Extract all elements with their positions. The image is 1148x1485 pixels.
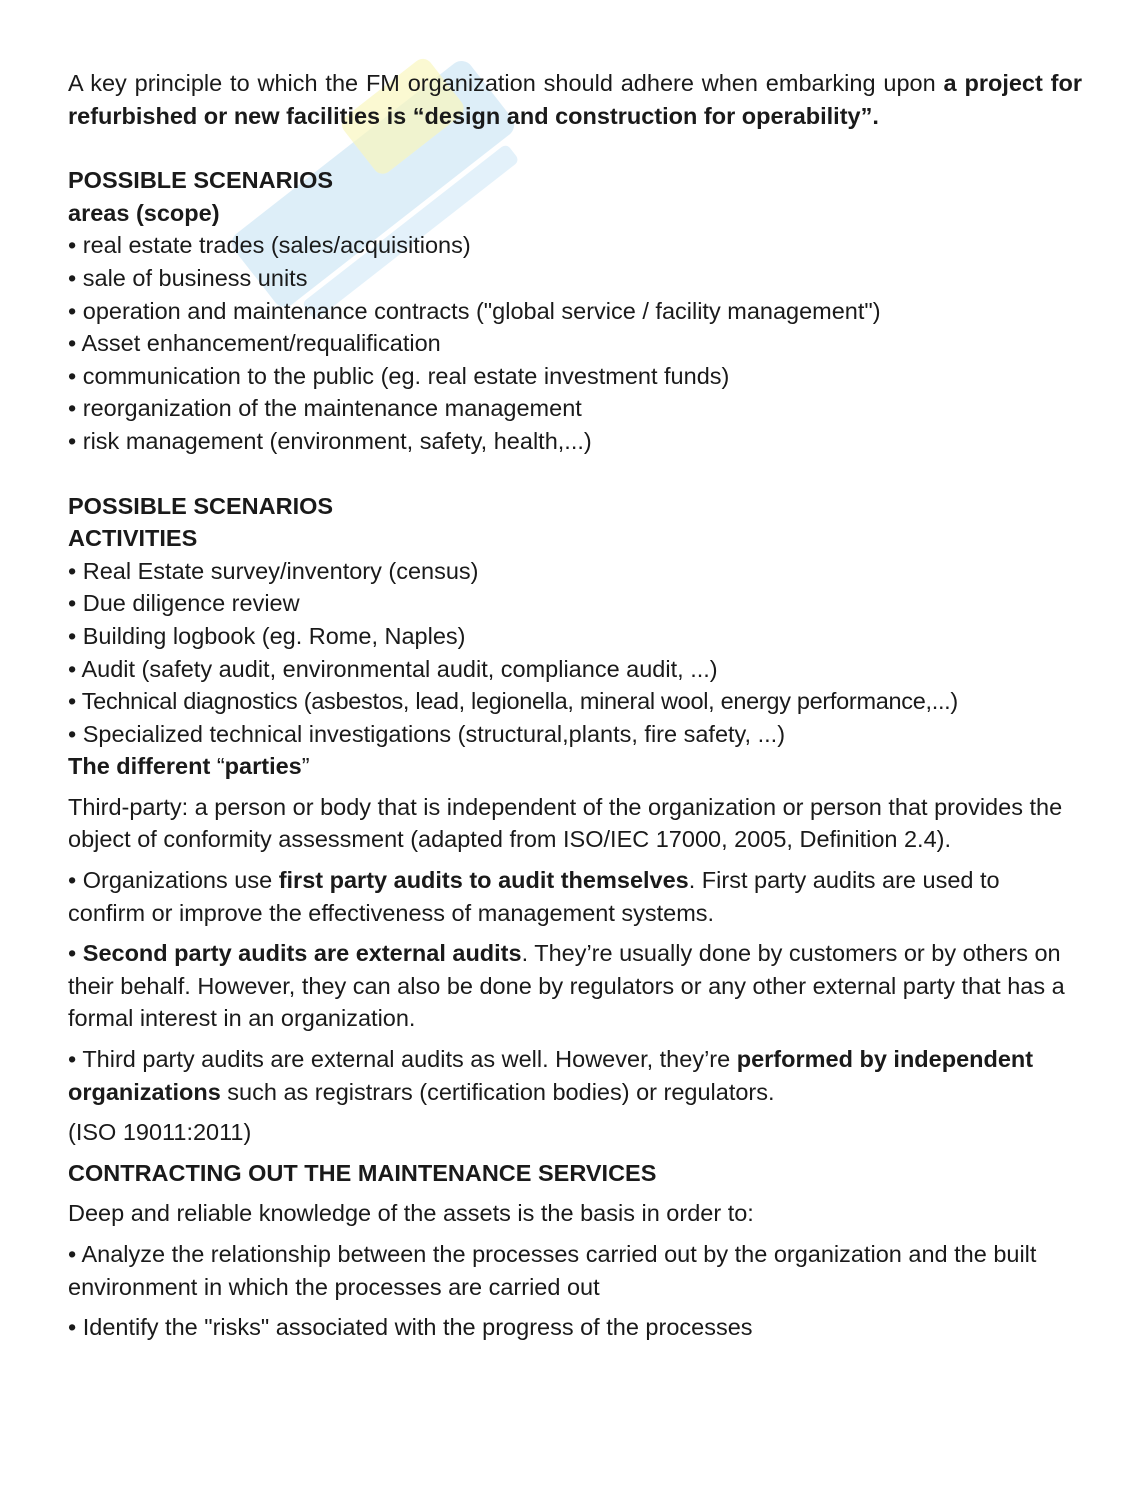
list-item: • real estate trades (sales/acquisitions) [68, 232, 471, 259]
scenarios-activities-section [68, 490, 1082, 751]
list-item: • Analyze the relationship between the processes carried out by the organization and the built environment in which the processes are carried out [68, 1241, 1037, 1300]
parties-section [68, 750, 1082, 1149]
third-party-paragraph: • Third party audits are external audits as well. However, they’re performed by independent organizations such as registrars (certification bodies) or regulators. [68, 1046, 1034, 1105]
third-party-definition: Third-party: a person or body that is independent of the organization or person that provides the object of conformity assessment (adapted from ISO/IEC 17000, 2005, Definition 2.4). [68, 793, 1063, 853]
list-item: • reorganization of the maintenance management [68, 395, 582, 422]
intro-paragraph [68, 67, 1082, 132]
list-item: • Technical diagnostics (asbestos, lead, legionella, mineral wool, energy performance,...) [68, 688, 958, 715]
contracting-intro: Deep and reliable knowledge of the assets is the basis in order to: [68, 1200, 754, 1227]
section-heading: POSSIBLE SCENARIOS [68, 492, 334, 519]
section-heading: POSSIBLE SCENARIOS [68, 167, 334, 194]
iso-reference: (ISO 19011:2011) [68, 1119, 252, 1146]
contracting-section [68, 1157, 1082, 1344]
second-party-paragraph: • Second party audits are external audits. They’re usually done by customers or by others on their behalf. However, they can also be done by regulators or any other external party that has a formal interest in an organization. [68, 940, 1065, 1032]
list-item: • risk management (environment, safety, health,...) [68, 427, 592, 454]
section-subheading: ACTIVITIES [68, 525, 198, 552]
list-item: • Due diligence review [68, 590, 300, 617]
list-item: • Building logbook (eg. Rome, Naples) [68, 622, 466, 649]
document-page [68, 67, 1082, 1344]
list-item: • Audit (safety audit, environmental audit, compliance audit, ...) [68, 655, 718, 682]
section-heading: The different “parties” [68, 753, 310, 780]
list-item: • Real Estate survey/inventory (census) [68, 557, 479, 584]
list-item: • communication to the public (eg. real estate investment funds) [68, 362, 730, 389]
section-subheading: areas (scope) [68, 199, 220, 226]
list-item: • Asset enhancement/requalification [68, 330, 441, 357]
list-item: • sale of business units [68, 264, 308, 291]
list-item: • operation and maintenance contracts ("global service / facility management") [68, 297, 881, 324]
intro-bold-text: a project for refurbished or new facilities is “design and construction for operability”. [68, 70, 1082, 129]
first-party-paragraph: • Organizations use first party audits to audit themselves. First party audits are used to confirm or improve the effectiveness of management systems. [68, 867, 1000, 926]
intro-text: A key principle to which the FM organization should adhere when embarking upon [68, 70, 944, 96]
list-item: • Specialized technical investigations (structural,plants, fire safety, ...) [68, 720, 786, 747]
scenarios-areas-section [68, 164, 1082, 457]
list-item: • Identify the "risks" associated with the progress of the processes [68, 1314, 753, 1341]
section-heading: CONTRACTING OUT THE MAINTENANCE SERVICES [68, 1159, 657, 1186]
